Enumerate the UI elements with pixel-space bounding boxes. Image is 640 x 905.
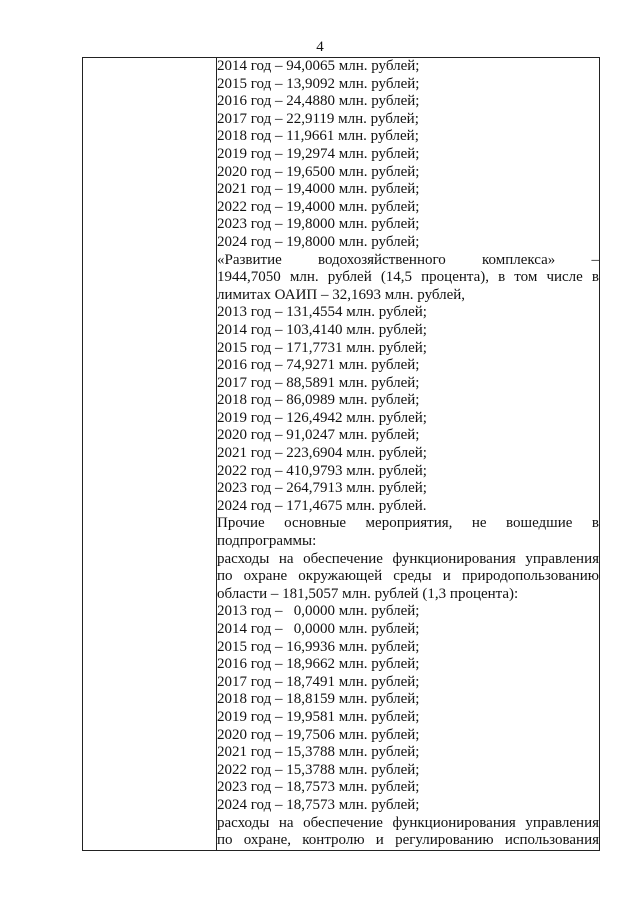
text-line: 2015 год – 13,9092 млн. рублей;: [217, 75, 420, 92]
text-line: 2013 год – 131,4554 млн. рублей;: [217, 304, 427, 321]
text-line: расходы на обеспечение функционирования управления: [217, 550, 599, 567]
text-line: 2019 год – 19,9581 млн. рублей;: [217, 708, 420, 725]
text-line: 2018 год – 11,9661 млн. рублей;: [217, 128, 419, 145]
text-line: 1944,7050 млн. рублей (14,5 процента), в том числе в: [217, 269, 599, 286]
text-line: 2016 год – 24,4880 млн. рублей;: [217, 93, 420, 110]
text-line: 2020 год – 91,0247 млн. рублей;: [217, 427, 420, 444]
text-line: 2014 год – 0,0000 млн. рублей;: [217, 621, 420, 637]
table-cell-funding: [217, 58, 600, 851]
text-line: 2014 год – 103,4140 млн. рублей;: [217, 321, 427, 338]
text-line: 2018 год – 18,8159 млн. рублей;: [217, 691, 420, 708]
page-number: 4: [316, 39, 324, 55]
text-line: 2019 год – 126,4942 млн. рублей;: [217, 409, 427, 426]
text-line: лимитах ОАИП – 32,1693 млн. рублей,: [217, 286, 466, 303]
text-line: 2021 год – 223,6904 млн. рублей;: [217, 445, 427, 462]
text-line: 2024 год – 18,7573 млн. рублей;: [217, 796, 420, 813]
text-line: 2017 год – 18,7491 млн. рублей;: [217, 673, 420, 690]
text-line: 2016 год – 18,9662 млн. рублей;: [217, 656, 420, 673]
text-line: области – 181,5057 млн. рублей (1,3 процента):: [217, 585, 519, 602]
text-line: Прочие основные мероприятия, не вошедшие в: [217, 515, 599, 532]
text-line: подпрограммы:: [217, 533, 317, 550]
text-line: 2017 год – 88,5891 млн. рублей;: [217, 374, 420, 391]
text-line: 2018 год – 86,0989 млн. рублей;: [217, 392, 420, 409]
text-line: 2022 год – 410,9793 млн. рублей;: [217, 462, 427, 479]
table-row: [83, 58, 600, 851]
text-line: 2024 год – 19,8000 млн. рублей;: [217, 233, 420, 250]
text-line: 2024 год – 171,4675 млн. рублей.: [217, 497, 427, 514]
text-line: 2023 год – 19,8000 млн. рублей;: [217, 216, 420, 233]
text-line: 2022 год – 19,4000 млн. рублей;: [217, 198, 420, 215]
text-line: «Развитие водохозяйственного комплекса» –: [217, 251, 599, 268]
budget-table: [82, 57, 600, 851]
funding-text: [217, 58, 599, 850]
text-line: 2017 год – 22,9119 млн. рублей;: [217, 110, 419, 127]
table-cell-empty: [83, 58, 217, 851]
text-line: 2015 год – 16,9936 млн. рублей;: [217, 638, 420, 655]
text-line: по охране, контролю и регулированию использования: [217, 832, 599, 849]
text-line: по охране окружающей среды и природопользованию: [217, 568, 599, 585]
text-line: 2023 год – 264,7913 млн. рублей;: [217, 480, 427, 497]
text-line: 2014 год – 94,0065 млн. рублей;: [217, 58, 420, 74]
text-line: 2021 год – 15,3788 млн. рублей;: [217, 744, 420, 761]
text-line: 2015 год – 171,7731 млн. рублей;: [217, 339, 427, 356]
text-line: 2019 год – 19,2974 млн. рублей;: [217, 145, 420, 162]
text-line: 2023 год – 18,7573 млн. рублей;: [217, 779, 420, 796]
text-line: 2020 год – 19,7506 млн. рублей;: [217, 726, 420, 743]
text-line: 2013 год – 0,0000 млн. рублей;: [217, 603, 420, 620]
text-line: 2021 год – 19,4000 млн. рублей;: [217, 181, 420, 198]
text-line: 2020 год – 19,6500 млн. рублей;: [217, 163, 420, 180]
text-line: 2022 год – 15,3788 млн. рублей;: [217, 761, 420, 778]
text-line: 2016 год – 74,9271 млн. рублей;: [217, 357, 420, 374]
text-line: расходы на обеспечение функционирования управления: [217, 814, 599, 831]
